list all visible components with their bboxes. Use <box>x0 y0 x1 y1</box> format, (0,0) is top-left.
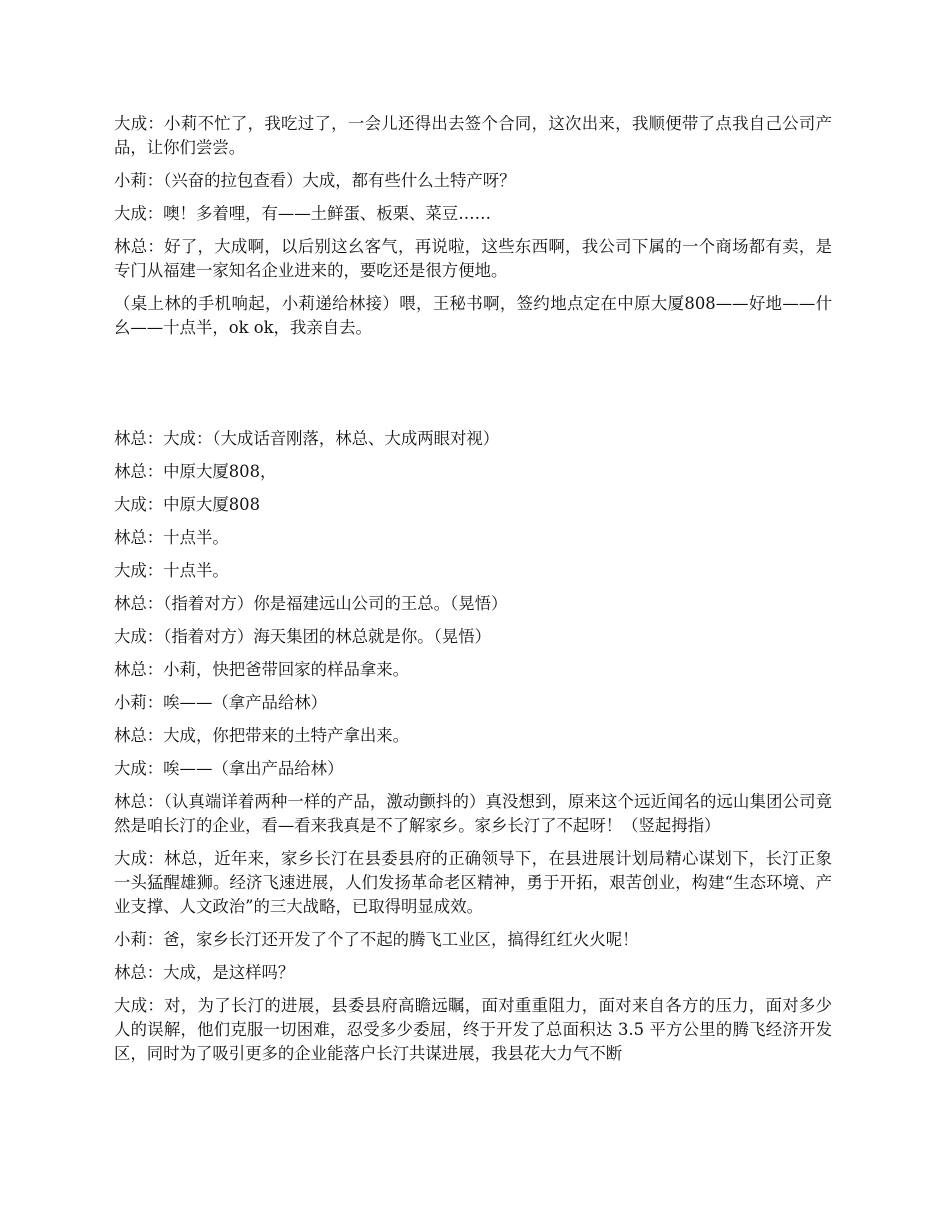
dialogue-line: 林总：十点半。 <box>114 528 229 547</box>
dialogue-line: 林总：（指着对方）你是福建远山公司的王总。（晃悟） <box>114 594 508 613</box>
dialogue-line: 大成：噢！多着哩，有——土鲜蛋、板栗、菜豆…… <box>114 204 491 223</box>
section-gap <box>114 349 832 427</box>
dialogue-line: 林总：大成，你把带来的土特产拿出来。 <box>114 726 410 745</box>
dialogue-line: 林总：中原大厦808， <box>114 462 277 481</box>
dialogue-line: 大成：十点半。 <box>114 561 229 580</box>
dialogue-line: 大成：林总，近年来，家乡长汀在县委县府的正确领导下，在县进展计划局精心谋划下，长汀正象一头猛醒雄狮。经济飞速进展，人们发扬革命老区精神，勇于开拓，艰苦创业，构建“生态环境、产业支撑、人文政治”的三大战略，已取得明显成效。 <box>114 849 832 916</box>
dialogue-line: 林总：大成：（大成话音刚落，林总、大成两眼对视） <box>114 429 500 448</box>
dialogue-line: 大成：对，为了长汀的进展，县委县府高瞻远瞩，面对重重阻力，面对来自各方的压力，面对多少人的误解，他们克服一切困难，忍受多少委屈，终于开发了总面积达 3.5 平方公里的腾飞经济开发区，同时为了吸引更多的企业能落户长汀共谋进展，我县花大力气不断 <box>114 996 832 1063</box>
dialogue-line: （桌上林的手机响起，小莉递给林接）喂，王秘书啊，签约地点定在中原大厦808——好地——什幺——十点半，ok ok，我亲自去。 <box>114 294 832 337</box>
dialogue-line: 林总：好了，大成啊，以后别这幺客气，再说啦，这些东西啊，我公司下属的一个商场都有卖，是专门从福建一家知名企业进来的，要吃还是很方便地。 <box>114 237 832 280</box>
dialogue-line: 林总：大成，是这样吗？ <box>114 963 295 982</box>
dialogue-line: 小莉：唉——（拿产品给林） <box>114 693 328 712</box>
dialogue-line: 林总：小莉，快把爸带回家的样品拿来。 <box>114 660 410 679</box>
dialogue-line: 小莉：（兴奋的拉包查看）大成，都有些什么土特产呀？ <box>114 171 516 190</box>
dialogue-line: 小莉：爸，家乡长汀还开发了个了不起的腾飞工业区，搞得红红火火呢！ <box>114 930 639 949</box>
dialogue-line: 大成：（指着对方）海天集团的林总就是你。（晃悟） <box>114 627 491 646</box>
dialogue-line: 大成：唉——（拿出产品给林） <box>114 759 344 778</box>
dialogue-line: 大成：小莉不忙了，我吃过了，一会儿还得出去签个合同，这次出来，我顺便带了点我自己公司产品，让你们尝尝。 <box>114 114 832 157</box>
dialogue-line: 大成：中原大厦808 <box>114 495 261 514</box>
dialogue-line: 林总：（认真端详着两种一样的产品，激动颤抖的）真没想到，原来这个远近闻名的远山集团公司竟然是咱长汀的企业，看—看来我真是不了解家乡。家乡长汀了不起呀！（竖起拇指） <box>114 792 832 835</box>
